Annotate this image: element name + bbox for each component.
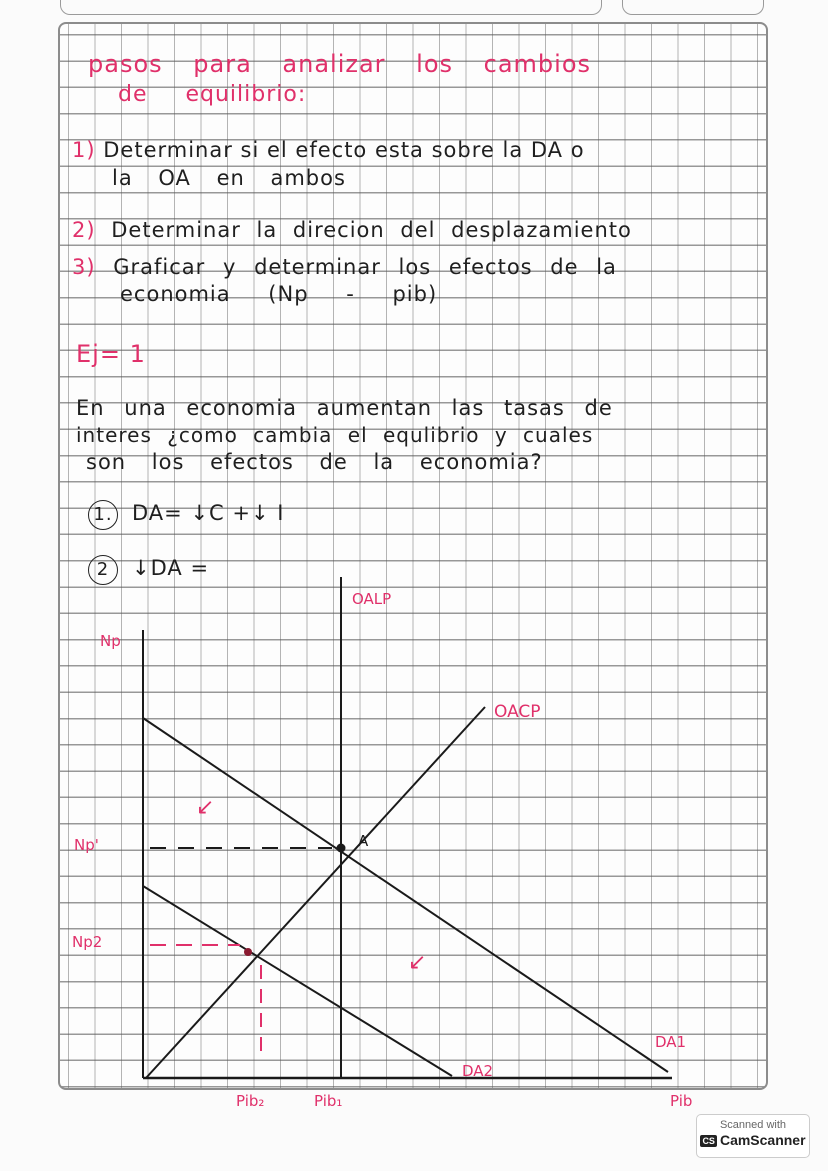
answer-2-number: 2 — [88, 555, 118, 585]
watermark-brand-name: CamScanner — [719, 1132, 806, 1148]
step-1-text: Determinar si el efecto esta sobre la DA o — [103, 138, 585, 162]
question-line-2: interes ¿como cambia el equlibrio y cuales — [76, 423, 594, 447]
da1-curve — [143, 718, 668, 1072]
step-3-text: Graficar y determinar los efectos de la — [113, 255, 617, 279]
title-line-1: pasos para analizar los cambios — [88, 50, 592, 78]
step-2-text: Determinar la direcion del desplazamiento — [111, 218, 632, 242]
camscanner-logo-icon: CS — [702, 1136, 715, 1147]
example-label: Ej= 1 — [76, 340, 146, 368]
step-2-number: 2) — [72, 218, 96, 242]
pib2-label: Pib₂ — [236, 1092, 265, 1110]
pib1-label: Pib₁ — [314, 1092, 343, 1110]
da2-label: DA2 — [462, 1062, 494, 1080]
answer-1-number: 1. — [88, 500, 118, 530]
equilibrium-point-a — [337, 844, 346, 853]
point-a-label: A — [358, 832, 369, 850]
shift-arrow-icon: ↙ — [196, 795, 215, 820]
oalp-label: OALP — [352, 590, 392, 608]
step-1-line-2: la OA en ambos — [112, 166, 346, 190]
question-line-3: son los efectos de la economia? — [86, 450, 543, 474]
y-axis-label: Np — [100, 632, 121, 650]
step-3-line-2: economia (Np - pib) — [120, 282, 438, 306]
question-line-1: En una economia aumentan las tasas de — [76, 396, 613, 420]
camscanner-watermark — [696, 1114, 810, 1158]
da2-curve — [143, 886, 452, 1076]
watermark-brand — [697, 1132, 809, 1148]
equilibrium-point-2 — [244, 948, 252, 956]
shift-arrow-icon: ↙ — [408, 950, 427, 975]
answer-2-text: ↓DA = — [132, 556, 210, 580]
oacp-curve — [146, 707, 485, 1078]
np2-label: Np2 — [72, 933, 103, 951]
title-line-2: de equilibrio: — [118, 82, 307, 107]
x-axis-label: Pib — [670, 1092, 693, 1110]
step-1-number: 1) — [72, 138, 96, 162]
da1-label: DA1 — [655, 1033, 687, 1051]
watermark-caption: Scanned with — [719, 1119, 787, 1131]
oacp-label: OACP — [494, 702, 541, 722]
answer-1-text: DA= ↓C +↓ I — [132, 501, 285, 525]
np1-label: Np' — [74, 836, 99, 854]
step-3-number: 3) — [72, 255, 96, 279]
